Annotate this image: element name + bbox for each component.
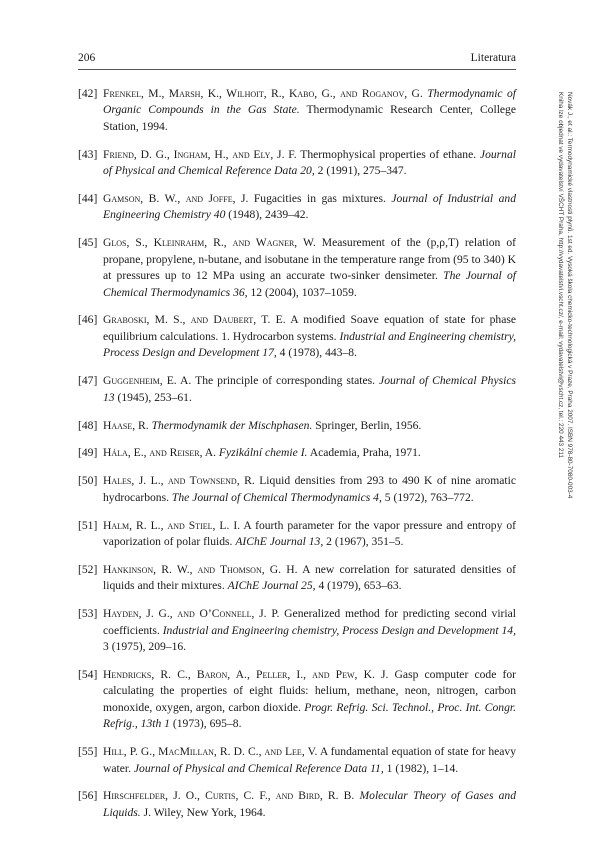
reference-description: Measurement of the (p,ρ,T) relation of propane, propylene, n-butane, and isobutane in the temperature range from (95 to 340) K at pressures up to 12 MPa using an accurate two-sinker densimeter.	[103, 236, 516, 283]
reference-authors: Graboski, M. S., and Daubert, T. E.	[103, 313, 286, 327]
reference-title: The Journal of Chemical Thermodynamics 4,	[171, 490, 382, 504]
reference-details: (1948), 2439–42.	[225, 208, 309, 222]
reference-number: [47]	[78, 374, 98, 388]
reference-title: The Journal of Chemical Thermodynamics 36,	[103, 269, 516, 299]
reference-authors: Hankinson, R. W., and Thomson, G. H.	[103, 562, 298, 576]
reference-entry	[78, 667, 516, 733]
reference-authors: Guggenheim, E. A.	[103, 374, 192, 388]
reference-description: A new correlation for saturated densities of liquids and their mixtures.	[103, 562, 516, 593]
reference-authors: Gamson, B. W., and Joffe, J.	[103, 192, 249, 206]
reference-description: The principle of corresponding states.	[191, 374, 380, 388]
reference-number: [45]	[78, 236, 98, 250]
reference-authors: Hill, P. G., MacMillan, R. D. C., and Lee, V.	[103, 745, 318, 759]
reference-title: Fyzikální chemie I.	[218, 446, 308, 460]
reference-entry	[78, 373, 516, 406]
reference-details: 12 (2004), 1037–1059.	[247, 285, 357, 299]
reference-authors: Hirschfelder, J. O., Curtis, C. F., and Bird, R. B.	[103, 789, 355, 803]
reference-authors: Halm, R. L., and Stiel, L. I.	[103, 518, 241, 532]
reference-description: Gasp computer code for calculating the properties of eight fluids: helium, methane, neon, nitrogen, carbon monoxide, oxygen, argon, carbon dioxide.	[103, 667, 517, 714]
page-header	[78, 52, 516, 68]
reference-description: A fourth parameter for the vapor pressure and entropy of vaporization of polar fluids.	[103, 518, 516, 549]
reference-authors: Frenkel, M., Marsh, K., Wilhoit, R., Kabo, G., and Roganov, G.	[103, 87, 423, 100]
reference-details: 2 (1991), 275–347.	[314, 164, 407, 178]
reference-title: Thermodynamic of Organic Compounds in the Gas State.	[103, 87, 516, 117]
reference-entry	[78, 744, 516, 777]
reference-entry	[78, 606, 516, 655]
reference-number: [44]	[78, 192, 98, 206]
reference-entry	[78, 562, 516, 595]
reference-entry	[78, 445, 516, 461]
reference-authors: Hayden, J. G., and O’Connell, J. P.	[103, 607, 280, 621]
reference-description: Liquid densities from 293 to 490 K of nine aromatic hydrocarbons.	[103, 474, 516, 504]
reference-details: 2 (1967), 351–5.	[323, 535, 404, 549]
reference-description: A modified Soave equation of state for phase equilibrium calculations. 1. Hydrocarbon systems.	[103, 313, 516, 343]
reference-details: Academia, Praha, 1971.	[307, 446, 421, 460]
reference-title: AIChE Journal 13,	[235, 535, 324, 549]
running-title: Literatura	[470, 52, 516, 64]
side-note-line-1: Novák J., et al.: Termodynamické vlastnosti plynů. 1st ed. Vysoká škola chemicko-technologická v Praze, Praha 2007. ISBN 978-80-7080-003-4	[566, 92, 573, 499]
reference-number: [56]	[78, 789, 98, 803]
reference-details: 1 (1982), 1–14.	[383, 761, 459, 775]
reference-title: Journal of Chemical Physics 13	[103, 374, 516, 404]
reference-title: Molecular Theory of Gases and Liquids.	[103, 789, 517, 819]
reference-entry	[78, 191, 516, 224]
reference-number: [48]	[78, 418, 98, 432]
reference-description: Generalized method for predicting second virial coefficients.	[103, 607, 516, 637]
reference-number: [49]	[78, 446, 98, 460]
reference-title: Thermodynamik der Mischphasen.	[151, 418, 313, 432]
page-number: 206	[78, 52, 96, 64]
reference-title: Journal of Physical and Chemical Reference Data 20,	[103, 147, 516, 178]
reference-entry	[78, 518, 516, 551]
reference-number: [51]	[78, 518, 98, 532]
reference-number: [43]	[78, 147, 98, 161]
reference-entry	[78, 788, 516, 821]
reference-entry	[78, 418, 516, 434]
reference-details: Springer, Berlin, 1956.	[312, 418, 422, 432]
reference-entry	[78, 473, 516, 506]
reference-number: [55]	[78, 745, 98, 759]
reference-number: [46]	[78, 313, 98, 327]
reference-details: 4 (1978), 443–8.	[276, 346, 357, 360]
reference-details: (1973), 695–8.	[169, 717, 242, 731]
reference-title: Journal of Physical and Chemical Reference Data 11,	[133, 761, 384, 775]
reference-description: Thermophysical properties of ethane.	[296, 147, 480, 161]
reference-number: [54]	[78, 667, 98, 681]
reference-list	[78, 86, 516, 833]
reference-description: Fugacities in gas mixtures.	[248, 192, 392, 206]
reference-details: Thermodynamic Research Center, College Station, 1994.	[103, 103, 517, 133]
reference-entry	[78, 147, 516, 180]
reference-number: [52]	[78, 562, 98, 576]
reference-authors: Hála, E., and Reiser, A.	[103, 446, 217, 460]
side-note	[557, 92, 573, 692]
reference-details: 5 (1972), 763–772.	[381, 490, 474, 504]
reference-description: A fundamental equation of state for heavy water.	[103, 745, 516, 775]
reference-authors: Glos, S., Kleinrahm, R., and Wagner, W.	[103, 236, 316, 250]
reference-authors: Friend, D. G., Ingham, H., and Ely, J. F.	[103, 147, 297, 161]
reference-number: [42]	[78, 87, 98, 100]
reference-entry	[78, 312, 516, 361]
reference-title: Industrial and Engineering chemistry, Process Design and Development 14,	[162, 623, 516, 637]
reference-number: [53]	[78, 607, 98, 621]
reference-title: AIChE Journal 25,	[227, 579, 316, 593]
reference-title: Journal of Industrial and Engineering Chemistry 40	[103, 192, 516, 222]
side-note-line-2: Kniha lze objednat ve vydavatelství VŠCHT Praha, http://vydavatelstvi.vscht.cz/, e-mail: vydavatelstvi@vscht.cz, tel.: 220 443 211	[557, 92, 564, 459]
reference-details: 4 (1979), 653–63.	[315, 579, 402, 593]
reference-authors: Hendricks, R. C., Baron, A., Peller, I., and Pew, K. J.	[103, 667, 389, 681]
reference-title: Progr. Refrig. Sci. Technol., Proc. Int. Congr. Refrig., 13th 1	[103, 700, 517, 731]
reference-number: [50]	[78, 474, 98, 488]
reference-authors: Haase, R.	[103, 418, 149, 432]
reference-details: (1945), 253–61.	[114, 390, 192, 404]
reference-title: Industrial and Engineering chemistry, Process Design and Development 17,	[103, 329, 516, 360]
reference-details: J. Wiley, New York, 1964.	[140, 805, 266, 819]
reference-details: 3 (1975), 209–16.	[103, 640, 187, 654]
reference-entry	[78, 86, 516, 135]
reference-authors: Hales, J. L., and Townsend, R.	[103, 474, 255, 488]
reference-entry	[78, 235, 516, 301]
header-rule	[78, 69, 516, 70]
